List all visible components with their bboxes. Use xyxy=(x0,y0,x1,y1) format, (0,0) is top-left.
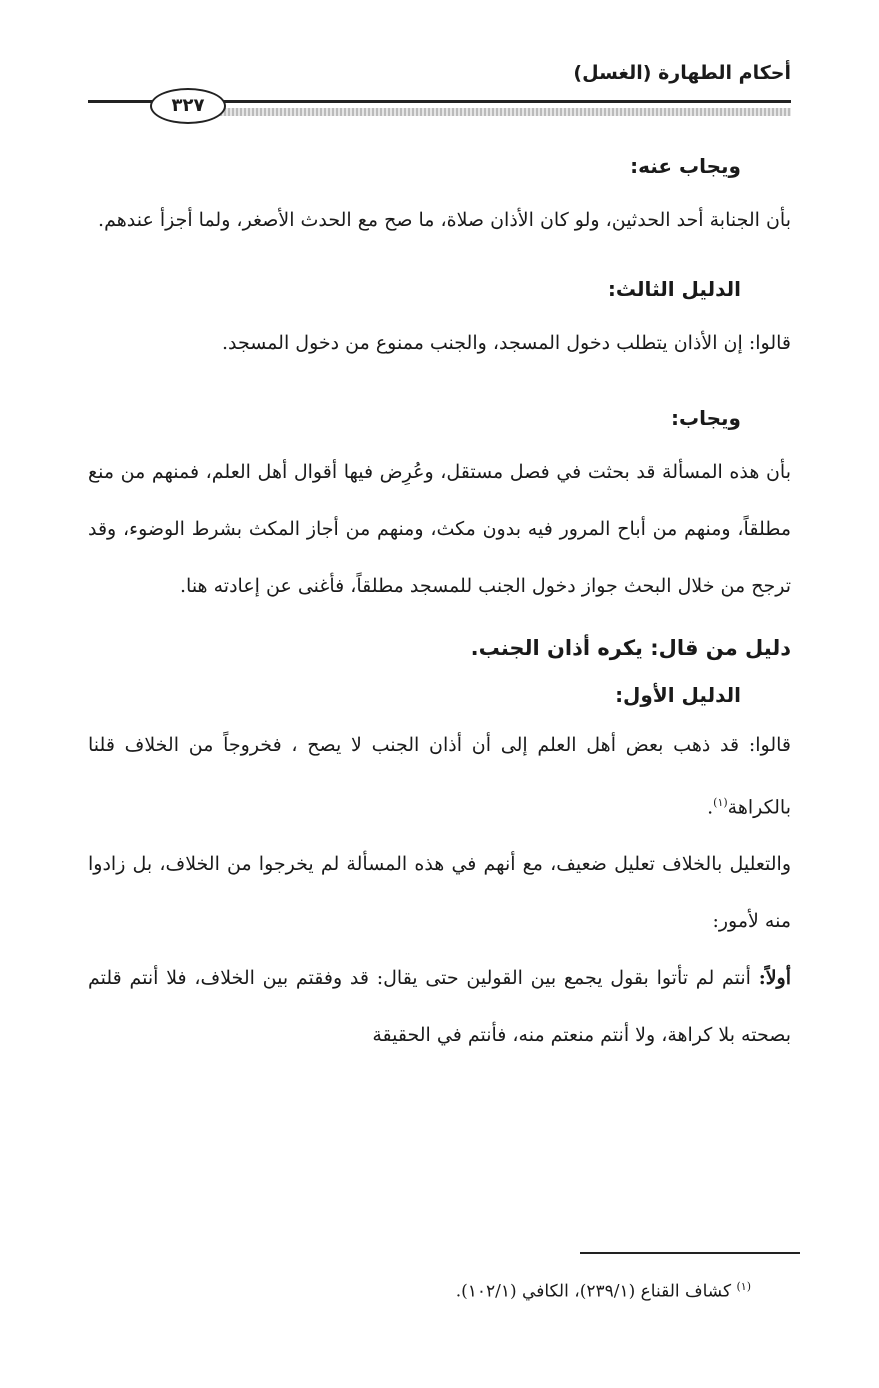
paragraph-4-text: قالوا: قد ذهب بعض أهل العلم إلى أن أذان الجنب لا يصح ، فخروجاً من الخلاف قلنا بالكراهة xyxy=(88,734,791,819)
paragraph-6-lead: أولاً: xyxy=(758,967,791,990)
footnote-rule xyxy=(580,1252,800,1254)
footnote-reference[interactable]: (١) xyxy=(713,796,728,809)
running-header-title: أحكام الطهارة (الغسل) xyxy=(573,62,791,84)
header-ornament xyxy=(220,108,791,116)
heading-reply-1: ويجاب عنه: xyxy=(630,154,741,178)
footnote xyxy=(456,1280,751,1302)
page-body xyxy=(88,140,791,1064)
paragraph-1: بأن الجنابة أحد الحدثين، ولو كان الأذان صلاة، ما صح مع الحدث الأصغر، ولما أجزأ عندهم. xyxy=(98,209,791,231)
footnote-text: كشاف القناع (٢٣٩/١)، الكافي (١٠٢/١). xyxy=(455,1281,737,1302)
heading-first-evidence: الدليل الأول: xyxy=(615,683,741,707)
paragraph-5: والتعليل بالخلاف تعليل ضعيف، مع أنهم في هذه المسألة لم يخرجوا من الخلاف، بل زادوا منه لأمور: xyxy=(88,853,791,933)
paragraph-3: بأن هذه المسألة قد بحثت في فصل مستقل، وعُرِض فيها أقوال أهل العلم، فمنهم من منع مطلقاً، ومنهم من أباح المرور فيه بدون مكث، ومنهم من أجاز المكث بشرط الوضوء، وقد ترجح من خلال البحث جواز دخول الجنب للمسجد مطلقاً، فأغنى عن إعادته هنا. xyxy=(88,461,791,597)
paragraph-6-text: أنتم لم تأتوا بقول يجمع بين القولين حتى يقال: قد وفقتم بين الخلاف، فلا أنتم قلتم بصحته بلا كراهة، ولا أنتم منعتم منه، فأنتم في الحقيقة xyxy=(88,967,791,1047)
section-heading: دليل من قال: يكره أذان الجنب. xyxy=(470,636,791,660)
paragraph-6 xyxy=(88,950,791,1064)
paragraph-2: قالوا: إن الأذان يتطلب دخول المسجد، والجنب ممنوع من دخول المسجد. xyxy=(221,332,791,354)
page-number: ٣٢٧ xyxy=(150,88,226,124)
heading-reply-2: ويجاب: xyxy=(671,406,741,430)
footnote-number: (١) xyxy=(736,1280,751,1293)
paragraph-4 xyxy=(88,717,791,836)
heading-third-evidence: الدليل الثالث: xyxy=(607,277,741,301)
paragraph-4-end: . xyxy=(707,796,714,819)
